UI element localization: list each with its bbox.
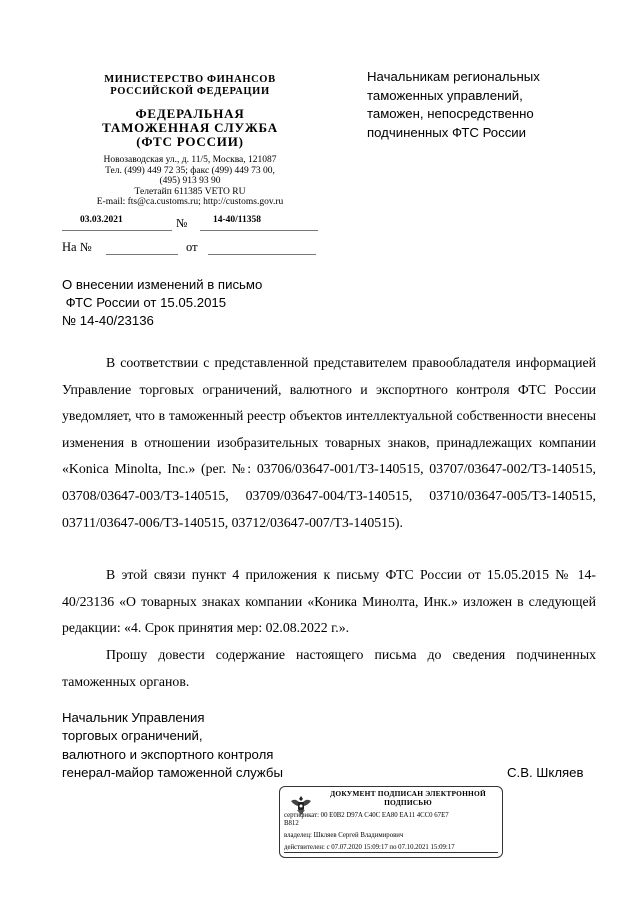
reference-from-label: от [186,240,198,254]
agency-phone: Тел. (499) 449 72 35; факс (499) 449 73 00, [105,165,275,176]
number-underline [200,230,318,231]
signatory-title-line-3: валютного и экспортного контроля [62,746,274,762]
signatory-title [62,709,322,782]
addressee-line-1: Начальникам региональных [367,69,540,84]
registration-number: 14-40/11358 [213,215,262,225]
letterhead-contacts [62,155,318,208]
addressee-line-3: таможен, непосредственно [367,106,534,121]
electronic-signature-stamp [279,786,503,858]
stamp-title [318,790,498,807]
letterhead-agency [62,107,318,149]
addressee-line-2: таможенных управлений, [367,87,523,103]
body-paragraph-2: В этой связи пункт 4 приложения к письму ФТС России от 15.05.2015 № 14-40/23136 «О товарных знаках компании «Коника Минолта, Инк.» изложен в следующей редакции: «4. Срок принятия мер: 02.08.2022 г.». [62,567,596,636]
reference-line [62,238,318,258]
stamp-validity: действителен: с 07.07.2020 15:09:17 по 07.10.2021 15:09:17 [284,844,455,851]
subject-line-3: № 14-40/23136 [62,313,154,329]
agency-email: E-mail: fts@ca.customs.ru; http://customs.gov.ru [96,197,284,208]
ministry-line-1: МИНИСТЕРСТВО ФИНАНСОВ [104,74,276,85]
stamp-title-line-1: ДОКУМЕНТ ПОДПИСАН ЭЛЕКТРОННОЙ [330,789,486,798]
body-paragraph-3: Прошу довести содержание настоящего письма до сведения подчиненных таможенных органов. [62,647,596,689]
agency-address: Новозаводская ул., д. 11/5, Москва, 121087 [103,155,277,165]
agency-line-2: ТАМОЖЕННАЯ СЛУЖБА [102,120,278,135]
addressee [367,68,597,142]
stamp-certificate-tail: B812 [284,820,299,827]
registration-line [62,212,318,230]
signatory-title-line-2: торговых ограничений, [62,728,203,744]
signatory-title-line-1: Начальник Управления [62,710,205,725]
stamp-certificate: сертификат: 00 E0B2 D97A C40C EA80 EA11 4CC0 67E7 [284,812,449,819]
agency-phone-2: (495) 913 93 90 [159,176,221,187]
subject-line-2: ФТС России от 15.05.2015 [62,295,227,311]
body-paragraph-1: В соответствии с представленной представителем правообладателя информацией Управление торговых ограничений, валютного и экспортного контроля ФТС России уведомляет, что в таможенный реестр объектов интеллектуальной собственности внесены изменения в отношении изобразительных товарных знаков, принадлежащих компании «Konica Minolta, Inc.» (рег. №: 03706/03647-001/ТЗ-140515, 03707/03647-002/ТЗ-140515, 03708/03647-003/ТЗ-140515, 03709/03647-004/ТЗ-140515, 03710/03647-005/ТЗ-140515, 03711/03647-006/ТЗ-140515, 03712/03647-007/ТЗ-140515). [62,355,596,530]
registration-date: 03.03.2021 [80,215,123,225]
stamp-validity-underline [284,852,498,853]
agency-line-3: (ФТС РОССИИ) [136,134,244,149]
number-label: № [176,216,188,230]
reference-label: На № [62,240,92,254]
agency-line-1: ФЕДЕРАЛЬНАЯ [135,106,245,121]
agency-telex: Телетайп 611385 VETO RU [134,186,246,197]
addressee-line-4: подчиненных ФТС России [367,124,527,140]
letter-subject [62,276,322,331]
stamp-title-line-2: ПОДПИСЬЮ [384,797,432,807]
subject-line-1: О внесении изменений в письмо [62,277,263,292]
ministry-line-2: РОССИЙСКОЙ ФЕДЕРАЦИИ [110,86,270,97]
stamp-owner: владелец: Шкляев Сергей Владимирович [284,832,404,839]
reference-number-blank [106,254,178,255]
reference-date-blank [208,254,316,255]
signatory-title-line-4: генерал-майор таможенной службы [62,764,283,780]
signatory-name: С.В. Шкляев [507,765,584,780]
date-underline [62,230,172,231]
letterhead-ministry [62,74,318,98]
